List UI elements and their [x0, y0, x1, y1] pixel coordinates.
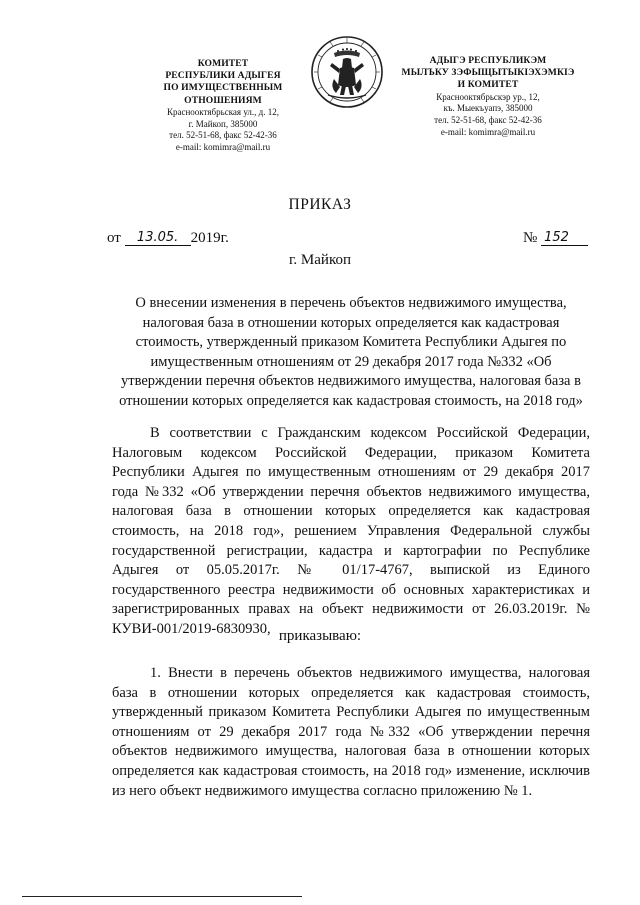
org-email-adyghe: e-mail: komimra@mail.ru — [440, 127, 536, 137]
org-name-line1: КОМИТЕТ — [197, 58, 249, 69]
coat-of-arms-icon — [310, 35, 384, 109]
org-name-line2: РЕСПУБЛИКИ АДЫГЕЯ — [165, 70, 281, 82]
document-subject: О внесении изменения в перечень объектов недвижимого имущества, налоговая база в отношении которых определяется как кадастровая стоимость, утвержденный приказом Комитета Республики Адыгея по имущественным отношениям от 29 декабря 2017 года №332 «Об утверждении перечня объектов недвижимого имущества, налоговая база в отношении которых определяется как кадастровая стоимость, на 2018 год» — [119, 295, 583, 409]
date-handwritten: 13.05. — [125, 230, 191, 246]
org-city: г. Майкоп, 385000 — [188, 118, 258, 129]
org-city-adyghe: къ. Мыекъуапэ, 385000 — [443, 103, 533, 114]
order-word: приказываю: — [278, 628, 362, 644]
date-suffix: 2019г. — [190, 230, 229, 246]
document-city: г. Майкоп — [288, 252, 352, 268]
org-name-adyghe-line2: МЫЛЪКУ ЗЭФЫЩЫТЫКІЭХЭМКІЭ — [401, 67, 575, 79]
org-name-line3: ПО ИМУЩЕСТВЕННЫМ ОТНОШЕНИЯМ — [163, 82, 283, 106]
item-1-paragraph — [112, 664, 590, 801]
preamble-paragraph — [112, 424, 590, 640]
order-date — [107, 230, 229, 247]
header-left-block — [138, 58, 308, 154]
order-number — [523, 230, 588, 247]
header-right-block — [398, 55, 578, 139]
date-prefix: от — [107, 230, 121, 246]
footer-divider — [22, 896, 302, 897]
document-title: ПРИКАЗ — [288, 196, 352, 213]
number-handwritten: 152 — [541, 230, 588, 246]
org-name-adyghe-line1: АДЫГЭ РЕСПУБЛИКЭМ — [429, 55, 547, 66]
org-address-adyghe: Краснооктябрьскэр ур., 12, — [436, 91, 540, 102]
number-prefix: № — [523, 230, 538, 246]
preamble-text: В соответствии с Гражданским кодексом Российской Федерации, Налоговым кодексом Российской Федерации, приказом Комитета Республики Адыгея по имущественным отношениям от 29 декабря 2017 года №332 «Об утверждении перечня объектов недвижимого имущества, налоговая база в отношении которых определяется как кадастровая стоимость, на 2018 год», решением Управления Федеральной службы государственной регистрации, кадастра и картографии по Республике Адыгея от 05.05.2017г. № 01/17-4767, выпиской из Единого государственного реестра недвижимости об основных характеристиках и зарегистрированных правах на объект недвижимости от 26.03.2019г. № КУВИ-001/2019-6830930, — [112, 425, 590, 637]
item-1-text: 1. Внести в перечень объектов недвижимого имущества, налоговая база в отношении которых определяется как кадастровая стоимость, утвержденный приказом Комитета Республики Адыгея по имущественным отношениям от 29 декабря 2017 года №332 «Об утверждении перечня объектов недвижимого имущества, налоговая база в отношении которых определяется как кадастровая стоимость, на 2018 год» изменение, исключив из него объект недвижимого имущества согласно приложению № 1. — [112, 665, 590, 799]
org-email: e-mail: komimra@mail.ru — [175, 142, 271, 153]
org-phone-adyghe: тел. 52-51-68, факс 52-42-36 — [434, 115, 542, 126]
org-name-adyghe-line3: И КОМИТЕТ — [457, 79, 519, 91]
org-address: Краснооктябрьская ул., д. 12, — [167, 106, 279, 117]
org-phone: тел. 52-51-68, факс 52-42-36 — [169, 130, 277, 141]
